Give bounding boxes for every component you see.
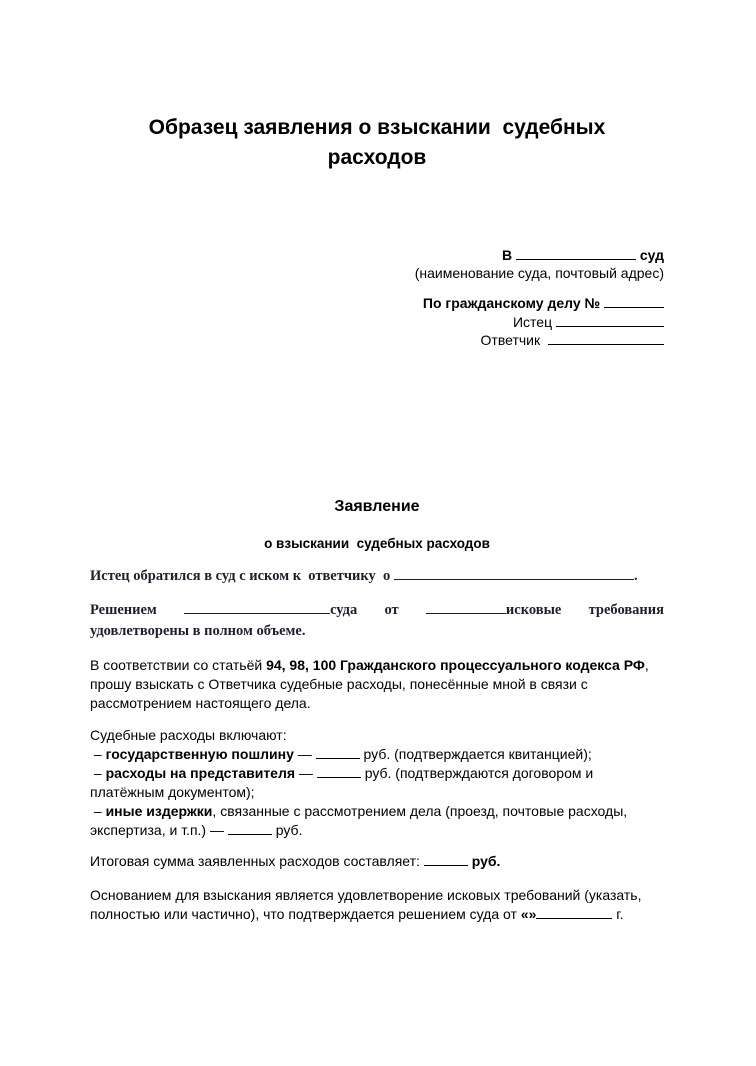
dash: – [90,765,106,781]
decision-word-1: Решением [90,602,157,618]
decision-date-field-blank[interactable] [536,905,612,919]
legal-basis-articles: 94, 98, 100 Гражданского процессуального кодекса РФ [266,657,645,673]
defendant-line [415,331,664,350]
claim-text: Истец обратился в суд с иском к ответчику о [90,568,391,584]
claim-end: . [633,568,638,584]
paragraph-decision [90,600,664,642]
dash: – [90,746,106,762]
expenses-intro: Судебные расходы включают: [90,727,287,743]
plaintiff-blank[interactable] [556,313,664,327]
legal-basis-prefix: В соответствии со статьёй [90,657,267,673]
expense-item-other [90,802,670,821]
defendant-blank[interactable] [548,331,664,345]
grounds-line-1: Основанием для взыскания является удовлетворение исковых требований (указать, [90,887,642,903]
total-amount-blank[interactable] [424,852,468,866]
defendant-label: Ответчик [480,332,541,348]
court-hint: (наименование суда, почтовый адрес) [414,264,664,281]
court-name-blank[interactable] [516,246,636,260]
case-label: По гражданскому делу № [422,295,601,311]
case-number-line [415,294,664,313]
statement-heading: Заявление [334,498,420,515]
expense-item-representative-cont: платёжным документом); [90,784,255,800]
title-line-2: расходов [327,146,427,169]
total-text: Итоговая сумма заявленных расходов составляет: [90,853,424,869]
document-title [90,113,664,173]
decision-date-group [426,600,561,621]
legal-basis-suffix: , [644,657,649,673]
legal-basis-line-1 [90,656,670,675]
representative-amount-blank[interactable] [317,764,361,778]
expense-label: расходы на представителя [105,765,296,781]
decision-word-3: от [384,602,399,618]
decision-word-5: требования [588,602,664,618]
paragraph-claim [90,566,664,586]
paragraph-grounds [90,886,670,924]
state-fee-amount-blank[interactable] [316,745,360,759]
claim-subject-blank[interactable] [394,566,634,580]
plaintiff-line [415,313,664,332]
plaintiff-label: Истец [512,313,553,330]
expense-item-state-fee [90,745,670,764]
expense-note: руб. (подтверждается квитанцией); [359,746,592,762]
em-dash: — [293,746,316,762]
expense-note: , связанные с рассмотрением дела (проезд, почтовые расходы, [212,803,628,819]
grounds-line-2 [90,905,670,924]
legal-basis-line-2: прошу взыскать с Ответчика судебные расходы, понесённые мной в связи с [90,676,588,692]
decision-line-1 [90,600,664,621]
decision-line-2: удовлетворены в полном объеме. [90,623,306,639]
court-line [415,246,664,265]
statement-subheading: о взыскании судебных расходов [264,536,490,551]
case-number-blank[interactable] [604,294,664,308]
paragraph-expenses [90,726,670,840]
date-quotes: «» [520,906,537,922]
other-amount-blank[interactable] [228,821,272,835]
expense-note-cont: экспертиза, и т.п.) — [90,822,228,838]
expense-label: государственную пошлину [105,746,294,762]
expense-item-other-cont [90,821,670,840]
expense-note: руб. (подтверждаются договором и [360,765,594,781]
decision-word-2: суда [330,602,358,618]
court-suffix: суд [639,247,664,263]
dash: – [90,803,106,819]
em-dash: — [295,765,317,781]
decision-court-group [184,600,357,621]
decision-date-blank[interactable] [426,600,506,614]
decision-court-blank[interactable] [184,600,330,614]
court-prefix: В [501,247,513,263]
currency-label: руб. [271,822,303,838]
expense-item-representative [90,764,670,783]
year-suffix: г. [612,906,624,922]
addressee-block [415,246,664,350]
paragraph-total [90,852,670,871]
grounds-text: полностью или частично), что подтверждается решением суда от [90,906,521,922]
total-currency: руб. [467,853,501,869]
expense-label: иные издержки [105,803,213,819]
legal-basis-line-3: рассмотрением настоящего дела. [90,695,311,711]
decision-word-4: исковые [505,602,562,618]
title-line-1: Образец заявления о взыскании судебных [148,116,606,139]
paragraph-legal-basis [90,656,670,713]
